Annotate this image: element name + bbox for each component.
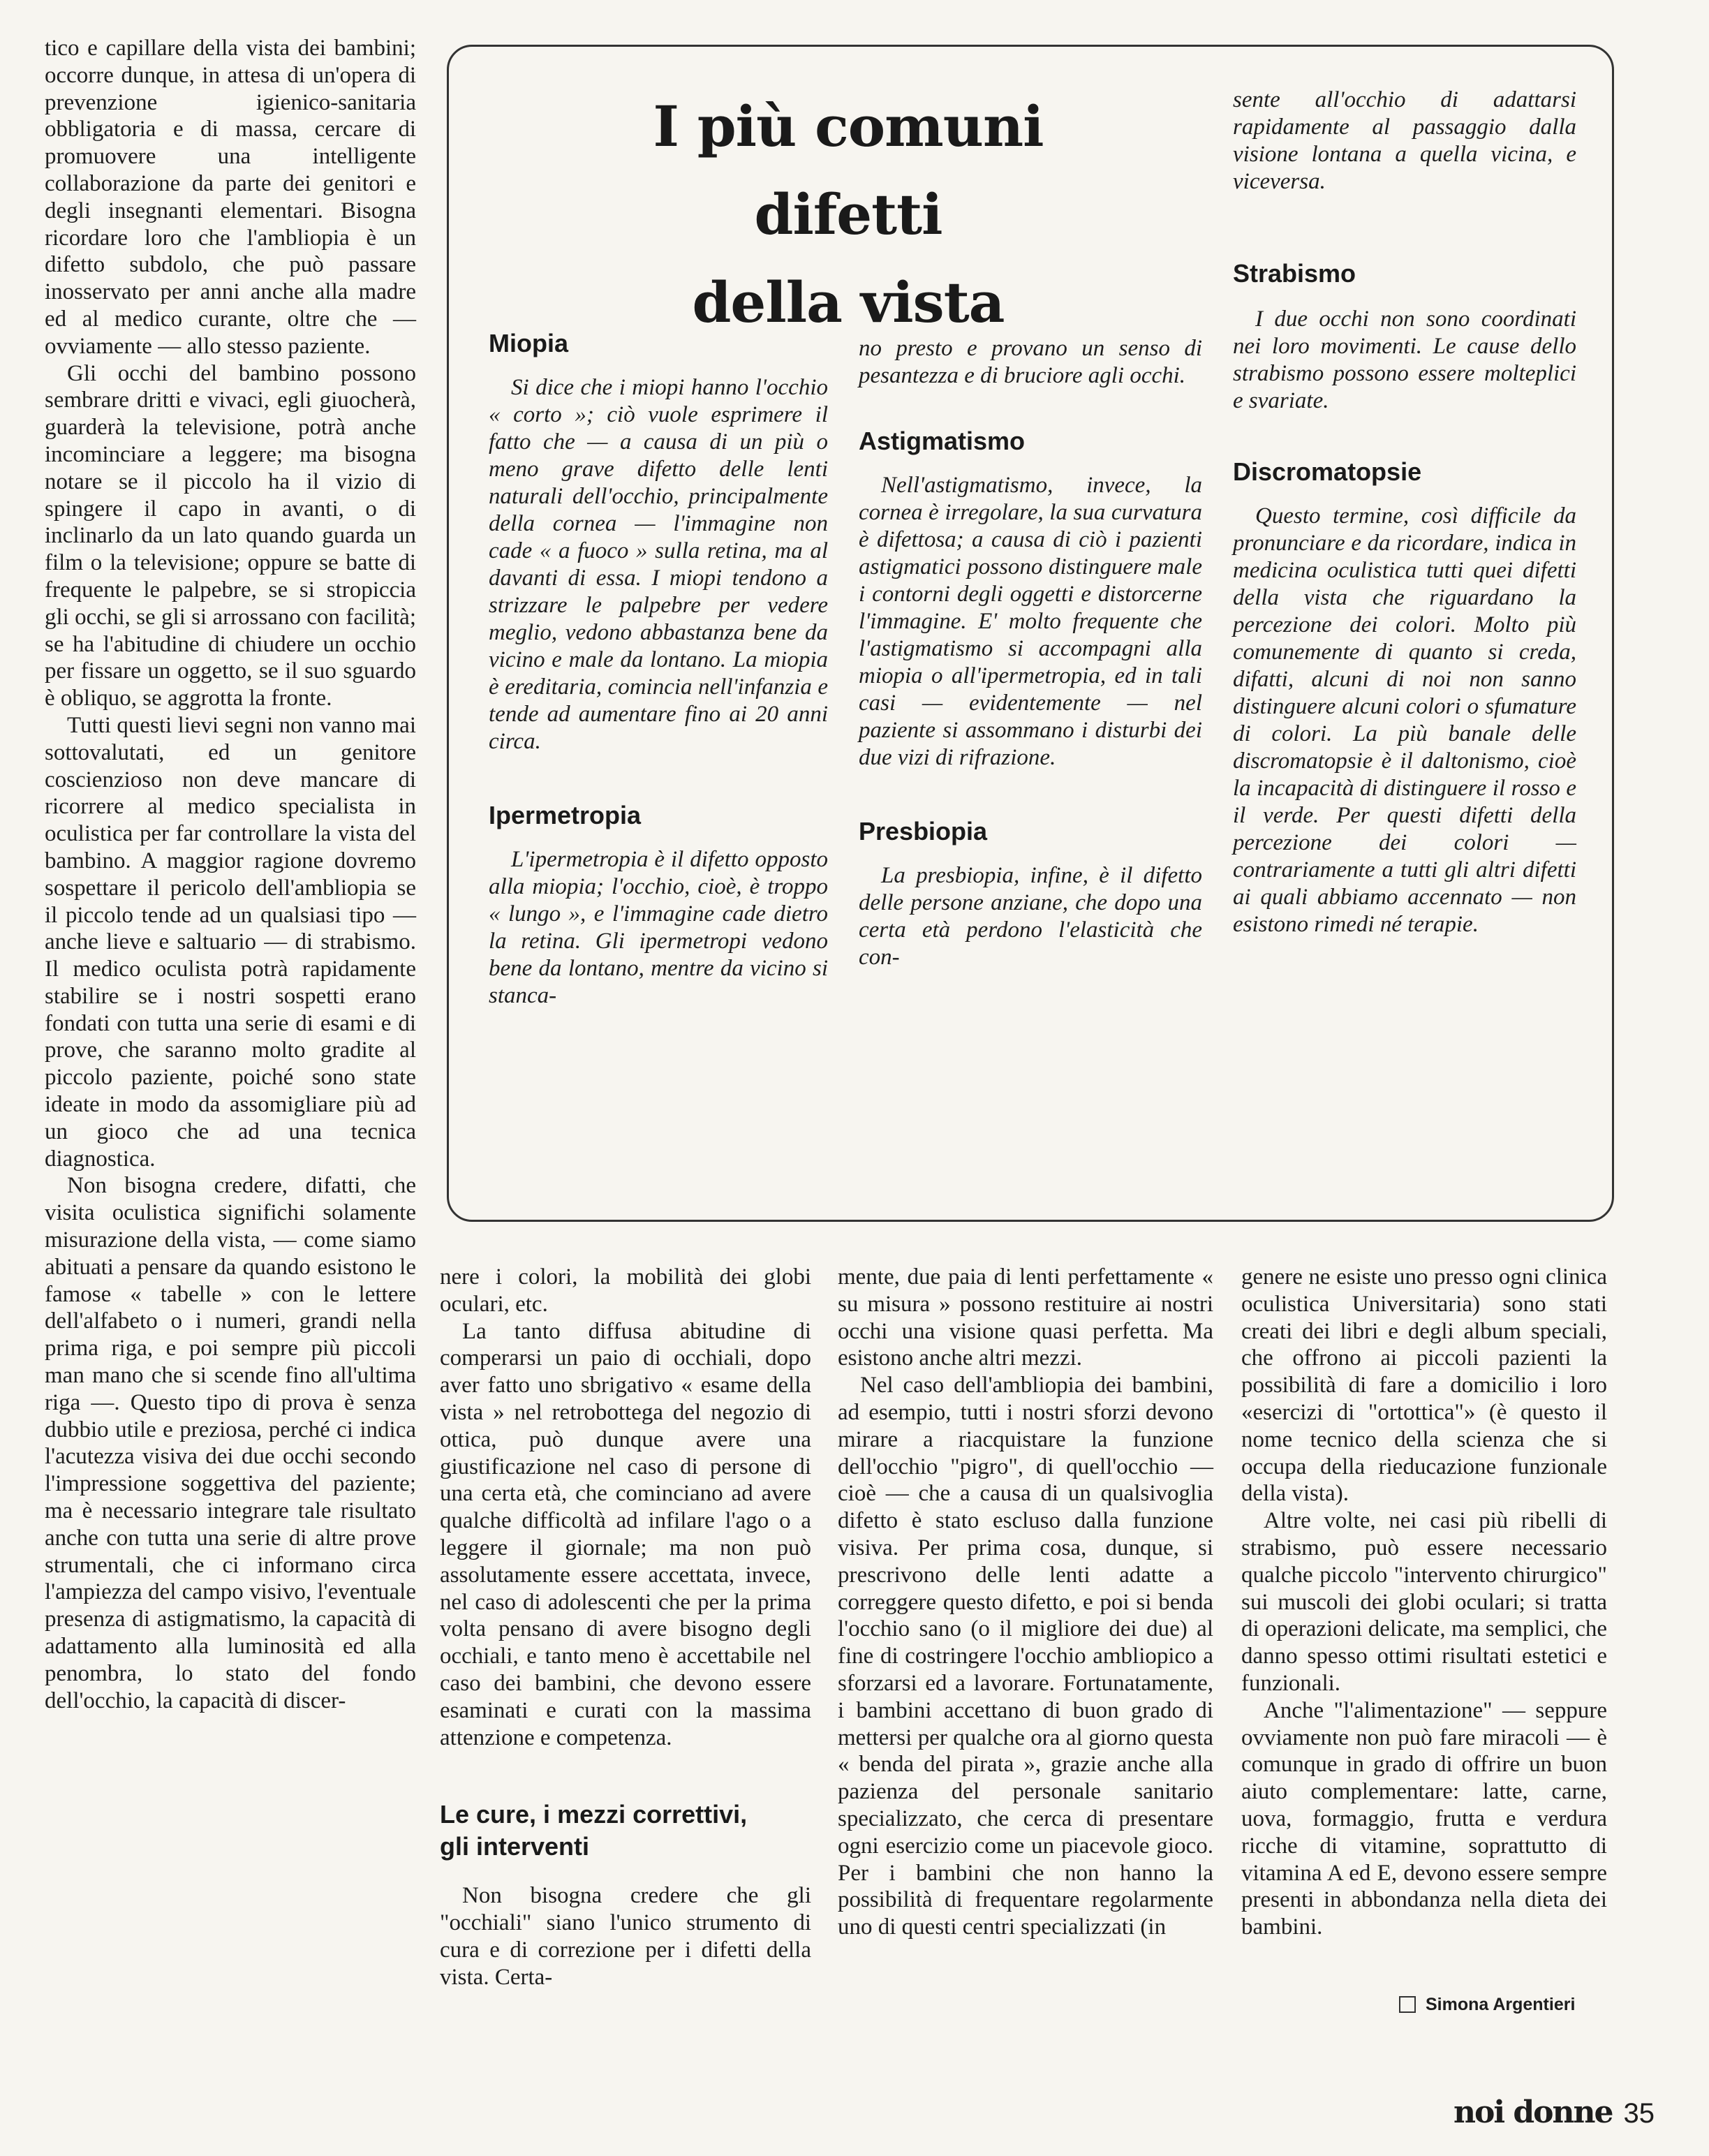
box-title-line-1: I più comuni bbox=[653, 94, 1044, 159]
page-number: 35 bbox=[1623, 2098, 1655, 2129]
heading-discromatopsie: Discromatopsie bbox=[1233, 457, 1422, 486]
heading-miopia: Miopia bbox=[489, 329, 568, 357]
main-column bbox=[45, 35, 416, 1714]
heading-strabismo: Strabismo bbox=[1233, 259, 1356, 288]
box-title-line-2: difetti bbox=[754, 182, 942, 247]
heading-ipermetropia: Ipermetropia bbox=[489, 801, 642, 829]
text-astigmatismo: Nell'astigmatismo, invece, la cornea è irregolare, la sua curvatura è difettosa; a causa di ciò i pazienti astigmatici possono distinguere male i contorni degli oggetti e distorcerne l'immagine. E' molto frequente che l'astigmatismo si accompagni alla miopia o all'ipermetropia, ed in tali casi — evidentemente — nel paziente si assommano i disturbi dei due vizi di rifrazione. bbox=[859, 473, 1202, 770]
main-paragraph-3: Tutti questi lievi segni non vanno mai sottovalutati, ed un genitore coscienzioso non deve mancare di ricorrere al medico specialista in oculistica per far controllare la vista del bambino. A maggior ragione dovremo sospettare il pericolo dell'ambliopia se il piccolo tende ad un qualsiasi tipo — anche lieve e saltuario — di strabismo. Il medico oculista potrà rapidamente stabilire se i nostri sospetti erano fondati con tutta una serie di esami e di prove, che saranno molto gradite al piccolo paziente, poiché sono state ideate in modo da assomigliare più ad un gioco che ad una tecnica diagnostica. bbox=[45, 712, 416, 1172]
main-paragraph-4: Non bisogna credere, difatti, che visita oculistica significhi solamente misurazione della vista, — come siamo abituati a pensare da quando esistono le famose « tabelle » con le lettere dell'alfabeto o i numeri, grandi nella prima riga, e poi sempre più piccoli man mano che si scende fino all'ultima riga —. Questo tipo di prova è senza dubbio utile e preziosa, perché ci indica l'acutezza visiva dei due occhi secondo l'impressione soggettiva del paziente; ma è necessario integrare tale risultato anche con tutta una serie di altre prove strumentali, che ci informano circa l'ampiezza del campo visivo, l'eventuale presenza di astigmatismo, la capacità di adattamento alla luminosità ed alla penombra, lo stato del fondo dell'occhio, la capacità di discer- bbox=[45, 1173, 416, 1713]
main-paragraph-2: Gli occhi del bambino possono sembrare dritti e vivaci, egli giuocherà, guarderà la televisione, potrà anche incominciare a leggere; ma bisogna notare se il piccolo ha il vizio di spingere il capo in avanti, o di inclinarlo da un lato quando guarda un film o la televisione; oppure se batte di frequente le palpebre, se si stropiccia gli occhi, se gli si arrossano con facilità; se ha l'abitudine di chiudere un occhio per fissare un oggetto, se il suo sguardo è obliquo, se aggrotta la fronte. bbox=[45, 360, 416, 711]
text-presbiopia-continuation: sente all'occhio di adattarsi rapidamente al passaggio dalla visione lontana a quella vicina, e viceversa. bbox=[1233, 87, 1576, 194]
bottom-col4-paragraph-1: genere ne esiste uno presso ogni clinica oculistica Universitaria) sono stati creati dei libri e degli album speciali, che offrono ai piccoli pazienti la possibilità di fare a domicilio i loro «esercizi di "ortottica"» (è questo il nome tecnico della scienza che si occupa della rieducazione funzionale della vista). bbox=[1241, 1264, 1607, 1507]
text-ipermetropia: L'ipermetropia è il difetto opposto alla miopia; l'occhio, cioè, è troppo « lungo », e l'immagine cade dietro la retina. Gli ipermetropi vedono bene da lontano, mentre da vicino si stanca- bbox=[489, 847, 828, 1008]
bottom-col4-paragraph-2: Altre volte, nei casi più ribelli di strabismo, può essere necessario qualche piccolo "intervento chirurgico" sui muscoli dei globi oculari; si tratta di operazioni delicate, ma semplici, che danno spesso ottimi risultati estetici e funzionali. bbox=[1241, 1508, 1607, 1696]
bottom-col2-paragraph-3: Non bisogna credere che gli "occhiali" siano l'unico strumento di cura e di correzione per i difetti della vista. Certa- bbox=[440, 1883, 811, 1990]
bottom-col2-paragraph-1: nere i colori, la mobilità dei globi oculari, etc. bbox=[440, 1264, 811, 1317]
heading-le-cure-line-2: gli interventi bbox=[440, 1832, 590, 1861]
bottom-col3-paragraph-1: mente, due paia di lenti perfettamente « su misura » possono restituire ai nostri occhi una visione quasi perfetta. Ma esistono anche altri mezzi. bbox=[838, 1264, 1213, 1371]
heading-presbiopia: Presbiopia bbox=[859, 817, 988, 846]
box-title bbox=[503, 82, 1194, 346]
author-name: Simona Argentieri bbox=[1426, 1995, 1576, 2014]
box-column-2 bbox=[859, 335, 1202, 971]
text-ipermetropia-continuation: no presto e provano un senso di pesantezza e di bruciore agli occhi. bbox=[859, 336, 1202, 388]
bottom-column-4 bbox=[1241, 1264, 1607, 1941]
text-presbiopia: La presbiopia, infine, è il difetto delle persone anziane, che dopo una certa età perdono l'elasticità che con- bbox=[859, 863, 1202, 970]
author-signature bbox=[1399, 1994, 1575, 2015]
heading-astigmatismo: Astigmatismo bbox=[859, 427, 1026, 455]
box-column-3 bbox=[1233, 87, 1576, 938]
heading-le-cure bbox=[440, 1799, 811, 1863]
bottom-col3-paragraph-2: Nel caso dell'ambliopia dei bambini, ad esempio, tutti i nostri sforzi devono mirare a riacquistare la funzione dell'occhio "pigro", di quell'occhio — cioè — che a causa di un qualsivoglia difetto è stato escluso dalla funzione visiva. Per prima cosa, dunque, si prescrivono delle lenti adatte a correggere questo difetto, e poi si benda l'occhio sano (o il migliore dei due) al fine di costringere l'occhio ambliopico a sforzarsi ed a lavorare. Fortunatamente, i bambini accettano di buon grado di mettersi per qualche ora al giorno questa « benda del pirata », grazie anche alla pazienza del personale sanitario specializzato, che cerca di presentare ogni esercizio come un piacevole gioco. Per i bambini che non hanno la possibilità di frequentare regolarmente uno di questi centri specializzati (in bbox=[838, 1373, 1213, 1940]
bottom-col4-paragraph-3: Anche "l'alimentazione" — seppure ovviamente non può fare miracoli — è comunque in grado di offrire un buon aiuto complementare: latte, carne, uova, formaggio, frutta e verdura ricche di vitamine, soprattutto di vitamina A ed E, devono essere sempre presenti in abbondanza nella dieta dei bambini. bbox=[1241, 1697, 1607, 1940]
page-footer bbox=[1453, 2095, 1655, 2130]
main-paragraph-1: tico e capillare della vista dei bambini; occorre dunque, in attesa di un'opera di prevenzione igienico-sanitaria obbligatoria e di massa, cercare di promuovere una intelligente collaborazione da parte dei genitori e degli insegnanti elementari. Bisogna ricordare loro che l'ambliopia è un difetto subdolo, che può passare inosservato per anni anche alla madre ed al medico curante, oltre che — ovviamente — allo stesso paziente. bbox=[45, 36, 416, 359]
magazine-logo: noi donne bbox=[1453, 2095, 1613, 2130]
signature-square-icon bbox=[1399, 1996, 1416, 2013]
box-title-line-3: della vista bbox=[692, 270, 1005, 335]
box-column-1 bbox=[489, 328, 828, 1010]
text-discromatopsie: Questo termine, così difficile da pronunciare e da ricordare, indica in medicina oculistica tutti quei difetti della vista che riguardano la percezione dei colori. Molto più comunemente di quanto si creda, difatti, alcuni di noi non sanno distinguere alcuni colori o sfumature di colori. La più banale delle discromatopsie è il daltonismo, cioè la incapacità di distinguere il rosso e il verde. Per questi difetti della percezione dei colori — contrariamente a tutti gli altri difetti ai quali abbiamo accennato — non esistono rimedi né terapie. bbox=[1233, 503, 1576, 937]
text-strabismo: I due occhi non sono coordinati nei loro movimenti. Le cause dello strabismo possono essere molteplici e svariate. bbox=[1233, 307, 1576, 413]
bottom-column-2 bbox=[440, 1264, 811, 1991]
bottom-col2-paragraph-2: La tanto diffusa abitudine di comperarsi un paio di occhiali, dopo aver fatto uno sbrigativo « esame della vista » nel retrobottega del negozio di ottica, può dunque avere una giustificazione nel caso di persone di una certa età, che cominciano ad avere qualche difficoltà ad infilare l'ago o a leggere il giornale; ma non può assolutamente essere accettata, invece, nel caso di adolescenti che per la prima volta pensano di avere bisogno degli occhiali, e tanto meno è accettabile nel caso dei bambini, che devono essere esaminati e curati con la massima attenzione e competenza. bbox=[440, 1318, 811, 1750]
text-miopia: Si dice che i miopi hanno l'occhio « corto »; ciò vuole esprimere il fatto che — a causa di un più o meno grave difetto delle lenti naturali dell'occhio, principalmente della cornea — l'immagine non cade « a fuoco » sulla retina, ma al davanti di essa. I miopi tendono a strizzare le palpebre per vedere meglio, vedono abbastanza bene da vicino e male da lontano. La miopia è ereditaria, comincia nell'infanzia e tende ad aumentare fino ai 20 anni circa. bbox=[489, 375, 828, 754]
bottom-column-3 bbox=[838, 1264, 1213, 1941]
heading-le-cure-line-1: Le cure, i mezzi correttivi, bbox=[440, 1800, 748, 1829]
